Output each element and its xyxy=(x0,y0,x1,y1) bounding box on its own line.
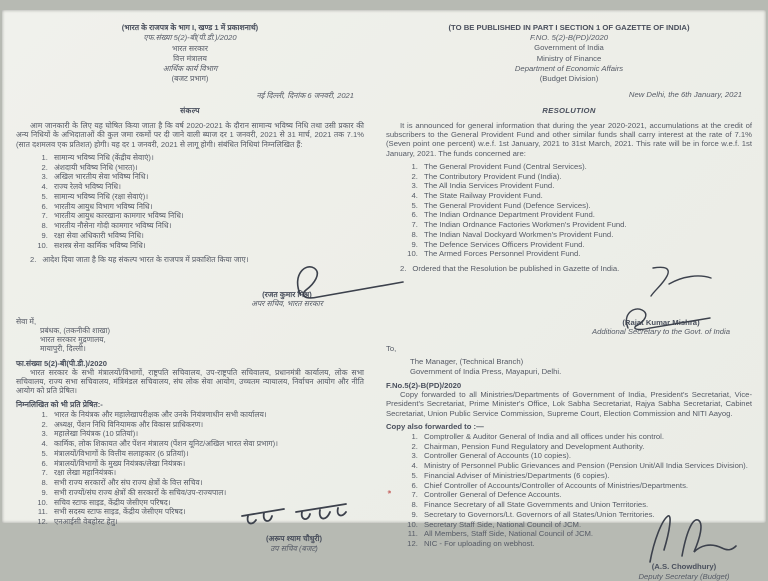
list-item: 1. Comptroller & Auditor General of India and all offices under his control. xyxy=(420,432,752,441)
hindi-funds-list xyxy=(50,153,364,250)
hindi-signatory-2-block xyxy=(234,534,354,553)
list-item: 1. भारत के नियंत्रक और महालेखापरीक्षक और उनके नियंत्रणाधीन सभी कार्यालय। xyxy=(50,410,364,419)
hindi-copy-paragraph: भारत सरकार के सभी मंत्रालयों/विभागों, राष्ट्रपति सचिवालय, उप-राष्ट्रपति सचिवालय, प्रधानमंत्री कार्यालय, लोक सभा सचिवालय, राज्य सभा सचिवालय, मंत्रिमंडल सचिवालय, संघ लोक सेवा आयोग, उच्चतम न्यायालय, निर्वाचन आयोग और नीति आयोग को प्रति प्रेषित। xyxy=(16,367,364,396)
list-item: 7. भारतीय आयुध कारखाना कामगार भविष्य निधि। xyxy=(50,211,364,220)
list-item: 9. The Defence Services Officers Provident Fund. xyxy=(420,240,752,249)
list-item: 6. Chief Controller of Accounts/Controller of Accounts of Ministries/Departments. xyxy=(420,481,752,490)
list-item: 5. The General Provident Fund (Defence Services). xyxy=(420,201,752,210)
list-item: 11. All Members, Staff Side, National Council of JCM. xyxy=(420,529,752,538)
english-signatory-1-name: (Rajat Kumar Mishra) xyxy=(622,317,700,327)
list-item: 9. Secretary to Governors/Lt. Governors of all States/Union Territories. xyxy=(420,510,752,519)
hindi-address-block xyxy=(16,317,364,354)
list-item: 3. महालेखा नियंत्रक (10 प्रतियां)। xyxy=(50,429,364,438)
list-item: 8. भारतीय नौसेना गोदी कामगार भविष्य निधि। xyxy=(50,221,364,230)
hindi-copy-also-label: निम्नलिखित को भी प्रति प्रेषित:- xyxy=(16,399,103,409)
list-item: भारत सरकार मुद्रणालय, xyxy=(40,335,106,344)
hindi-place-date: नई दिल्ली, दिनांक 6 जनवरी, 2021 xyxy=(256,90,354,100)
english-place-date: New Delhi, the 6th January, 2021 xyxy=(628,90,742,100)
list-item: 10. सशस्त्र सेना कार्मिक भविष्य निधि। xyxy=(50,241,364,250)
hindi-to-label: सेवा में, xyxy=(16,316,37,326)
english-govt-line: Government of India xyxy=(534,43,604,53)
list-item: 9. रक्षा सेवा अधिकारी भविष्य निधि। xyxy=(50,231,364,240)
hindi-paragraph-2 xyxy=(30,255,364,264)
list-item: 4. कार्मिक, लोक शिकायत और पेंशन मंत्रालय (पेंशन यूनिट/अखिल भारत सेवा प्रभाग)। xyxy=(50,439,364,448)
hindi-signatory-2-name: (अरूप श्याम चौधुरी) xyxy=(266,534,322,544)
list-item: 3. The All India Services Provident Fund. xyxy=(420,181,752,190)
english-copy-paragraph: Copy forwarded to all Ministries/Departments of Government of India, President's Secretariat, Vice-President's Secretariat, Prime Minister's Office, Lok Sabha Secretariat, Rajya Sabha Secretariat, Cabinet Secretariat, Union Public Service Commission, Supreme Court, Election Commission and NITI Aayog. xyxy=(386,390,752,418)
list-item: 5. Financial Adviser of Ministries/Departments (6 copies). xyxy=(420,471,752,480)
list-item: 2. The Contributory Provident Fund (India). xyxy=(420,172,752,181)
hindi-paragraph-2-number: 2. xyxy=(30,254,37,264)
list-item: 7. The Indian Ordnance Factories Workmen's Provident Fund. xyxy=(420,220,752,229)
hindi-file-number-2: फा.संख्या 5(2)-बी(पी.डी.)/2020 xyxy=(16,358,107,368)
english-signatory-1-block xyxy=(576,318,746,336)
signature-flourish-mark xyxy=(625,264,715,298)
english-publish-line: (TO BE PUBLISHED IN PART I SECTION 1 OF GAZETTE OF INDIA) xyxy=(448,23,690,32)
two-column-layout xyxy=(16,23,754,581)
list-item: 5. सामान्य भविष्य निधि (रक्षा सेवाएं)। xyxy=(50,192,364,201)
list-item: 12. एनआईसी वेबहोस्ट हेतु। xyxy=(50,517,364,526)
scanned-document-page xyxy=(2,10,766,581)
red-ink-mark: * xyxy=(386,488,393,499)
hindi-signatory-1-block xyxy=(212,290,362,309)
list-item: 7. Controller General of Defence Accounts. xyxy=(420,490,752,499)
english-file-number-2: F.No.5(2)-B(PD)/2020 xyxy=(386,380,462,390)
list-item: 10. The Armed Forces Personnel Provident Fund. xyxy=(420,249,752,258)
english-paragraph-1: It is announced for general information that during the year 2020-2021, accumulations at the credit of subscribers to the General Provident Fund and other similar funds shall carry interest at the rate of 7.1% (Seven point one percent) w.e.f. 1st January, 2021 to 31st March, 2021. This rate will be in force w.e.f. 1st January, 2021. The funds concerned are: xyxy=(386,120,752,158)
hindi-govt-line: भारत सरकार xyxy=(172,43,208,53)
list-item: 1. The General Provident Fund (Central Services). xyxy=(420,162,752,171)
list-item: 6. The Indian Ordnance Department Provident Fund. xyxy=(420,210,752,219)
english-department-line: Department of Economic Affairs xyxy=(514,63,624,73)
list-item: 5. मंत्रालयों/विभागों के वित्तीय सलाहकार (6 प्रतियां)। xyxy=(50,449,364,458)
list-item: 6. भारतीय आयुध विभाग भविष्य निधि। xyxy=(50,202,364,211)
english-address-block xyxy=(386,344,752,376)
hindi-paragraph-1: आम जानकारी के लिए यह घोषित किया जाता है कि वर्ष 2020-2021 के दौरान सामान्य भविष्य निधि तथा उसी प्रकार की अन्य निधियों के अभिदाताओं की कुल जमा रकमों पर दी जाने वाली ब्याज दर 1 जनवरी, 2021 से 31 मार्च, 2021 तक 7.1% (सात दशमलव एक प्रतिशत) होगी। यह दर 1 जनवरी, 2021 से लागू होगी। संबंधित निधियां निम्नलिखित हैं: xyxy=(16,121,364,149)
hindi-department-line: आर्थिक कार्य विभाग xyxy=(162,64,218,73)
english-ministry-line: Ministry of Finance xyxy=(536,53,602,63)
list-item: 7. रक्षा लेखा महानियंत्रक। xyxy=(50,468,364,477)
english-signatory-2-block xyxy=(624,562,744,580)
english-paragraph-2-text: Ordered that the Resolution be published in Gazette of India. xyxy=(412,263,620,273)
english-division-line: (Budget Division) xyxy=(539,74,599,84)
english-paragraph-2-number: 2. xyxy=(400,263,407,273)
english-funds-list xyxy=(420,162,752,259)
english-resolution-heading: RESOLUTION xyxy=(542,105,596,115)
list-item: 2. अध्यक्ष, पेंशन निधि विनियामक और विकास प्राधिकरण। xyxy=(50,420,364,429)
list-item: The Manager, (Technical Branch) xyxy=(410,357,524,367)
hindi-ministry-line: वित्त मंत्रालय xyxy=(173,53,207,63)
list-item: 3. Controller General of Accounts (10 copies). xyxy=(420,451,752,460)
english-signatory-1-title: Additional Secretary to the Govt. of India xyxy=(591,326,731,336)
list-item: 1. सामान्य भविष्य निधि (केंद्रीय सेवाएं)। xyxy=(50,153,364,162)
list-item: 4. राज्य रेलवे भविष्य निधि। xyxy=(50,182,364,191)
list-item: 11. सभी सदस्य स्टाफ साइड, केंद्रीय जेसीएम परिषद। xyxy=(50,507,364,516)
list-item: 6. मंत्रालयों/विभागों के मुख्य नियंत्रक/लेखा नियंत्रक। xyxy=(50,459,364,468)
list-item: मायापुरी, दिल्ली। xyxy=(40,344,86,354)
english-to-label: To, xyxy=(386,344,397,354)
hindi-copy-list xyxy=(50,410,364,527)
list-item: 12. NIC - For uploading on webhost. xyxy=(420,539,752,548)
hindi-address-lines xyxy=(40,326,364,354)
english-paragraph-2 xyxy=(400,264,752,298)
list-item: 10. सचिव स्टाफ साइड, केंद्रीय जेसीएम परिषद। xyxy=(50,498,364,507)
hindi-column xyxy=(16,23,364,581)
list-item: 10. Secretary Staff Side, National Council of JCM. xyxy=(420,520,752,529)
hindi-paragraph-2-text: आदेश दिया जाता है कि यह संकल्प भारत के राजपत्र में प्रकाशित किया जाए। xyxy=(42,254,249,264)
hindi-resolution-heading: संकल्प xyxy=(180,105,200,115)
hindi-signatory-2-title: उप सचिव (बजट) xyxy=(270,543,318,553)
hindi-signatory-1-name: (रजत कुमार मिश्र) xyxy=(262,290,312,299)
list-item: प्रबंधक, (तकनीकी शाखा) xyxy=(40,325,110,335)
english-file-number: F.NO. 5(2)-B(PD)/2020 xyxy=(529,33,609,43)
english-column xyxy=(386,23,752,581)
hindi-signatory-1-title: अपर सचिव, भारत सरकार xyxy=(251,299,323,309)
hindi-publish-line: (भारत के राजपत्र के भाग I, खण्ड 1 में प्रकाशनार्थ) xyxy=(121,23,259,32)
list-item: 8. The Indian Naval Dockyard Workmen's Provident Fund. xyxy=(420,230,752,239)
list-item: 3. अखिल भारतीय सेवा भविष्य निधि। xyxy=(50,172,364,181)
hindi-division-line: (बजट प्रभाग) xyxy=(171,74,209,84)
english-copy-list xyxy=(420,432,752,548)
english-signatory-2-title: Deputy Secretary (Budget) xyxy=(638,571,730,581)
hindi-file-number: एफ.संख्या 5(2)-बी(पी.डी.)/2020 xyxy=(143,33,237,43)
list-item: 4. Ministry of Personnel Public Grievances and Pension (Pension Unit/All India Services Division). xyxy=(420,461,752,470)
english-copy-also-label: Copy also forwarded to :— xyxy=(386,421,484,431)
list-item: 4. The State Railway Provident Fund. xyxy=(420,191,752,200)
list-item: 8. Finance Secretary of all State Governments and Union Territories. xyxy=(420,500,752,509)
english-signatory-2-name: (A.S. Chowdhury) xyxy=(651,562,717,572)
list-item: 2. अंशदायी भविष्य निधि (भारत)। xyxy=(50,163,364,172)
english-address-lines xyxy=(410,357,752,375)
list-item: 2. Chairman, Pension Fund Regulatory and Development Authority. xyxy=(420,442,752,451)
list-item: Government of India Press, Mayapuri, Delhi. xyxy=(410,366,562,376)
list-item: 9. सभी राज्यों/संघ राज्य क्षेत्रों की सरकारों के सचिव/उप-राज्यपाल। xyxy=(50,488,364,497)
list-item: 8. सभी राज्य सरकारों और संघ राज्य क्षेत्रों के वित्त सचिव। xyxy=(50,478,364,487)
